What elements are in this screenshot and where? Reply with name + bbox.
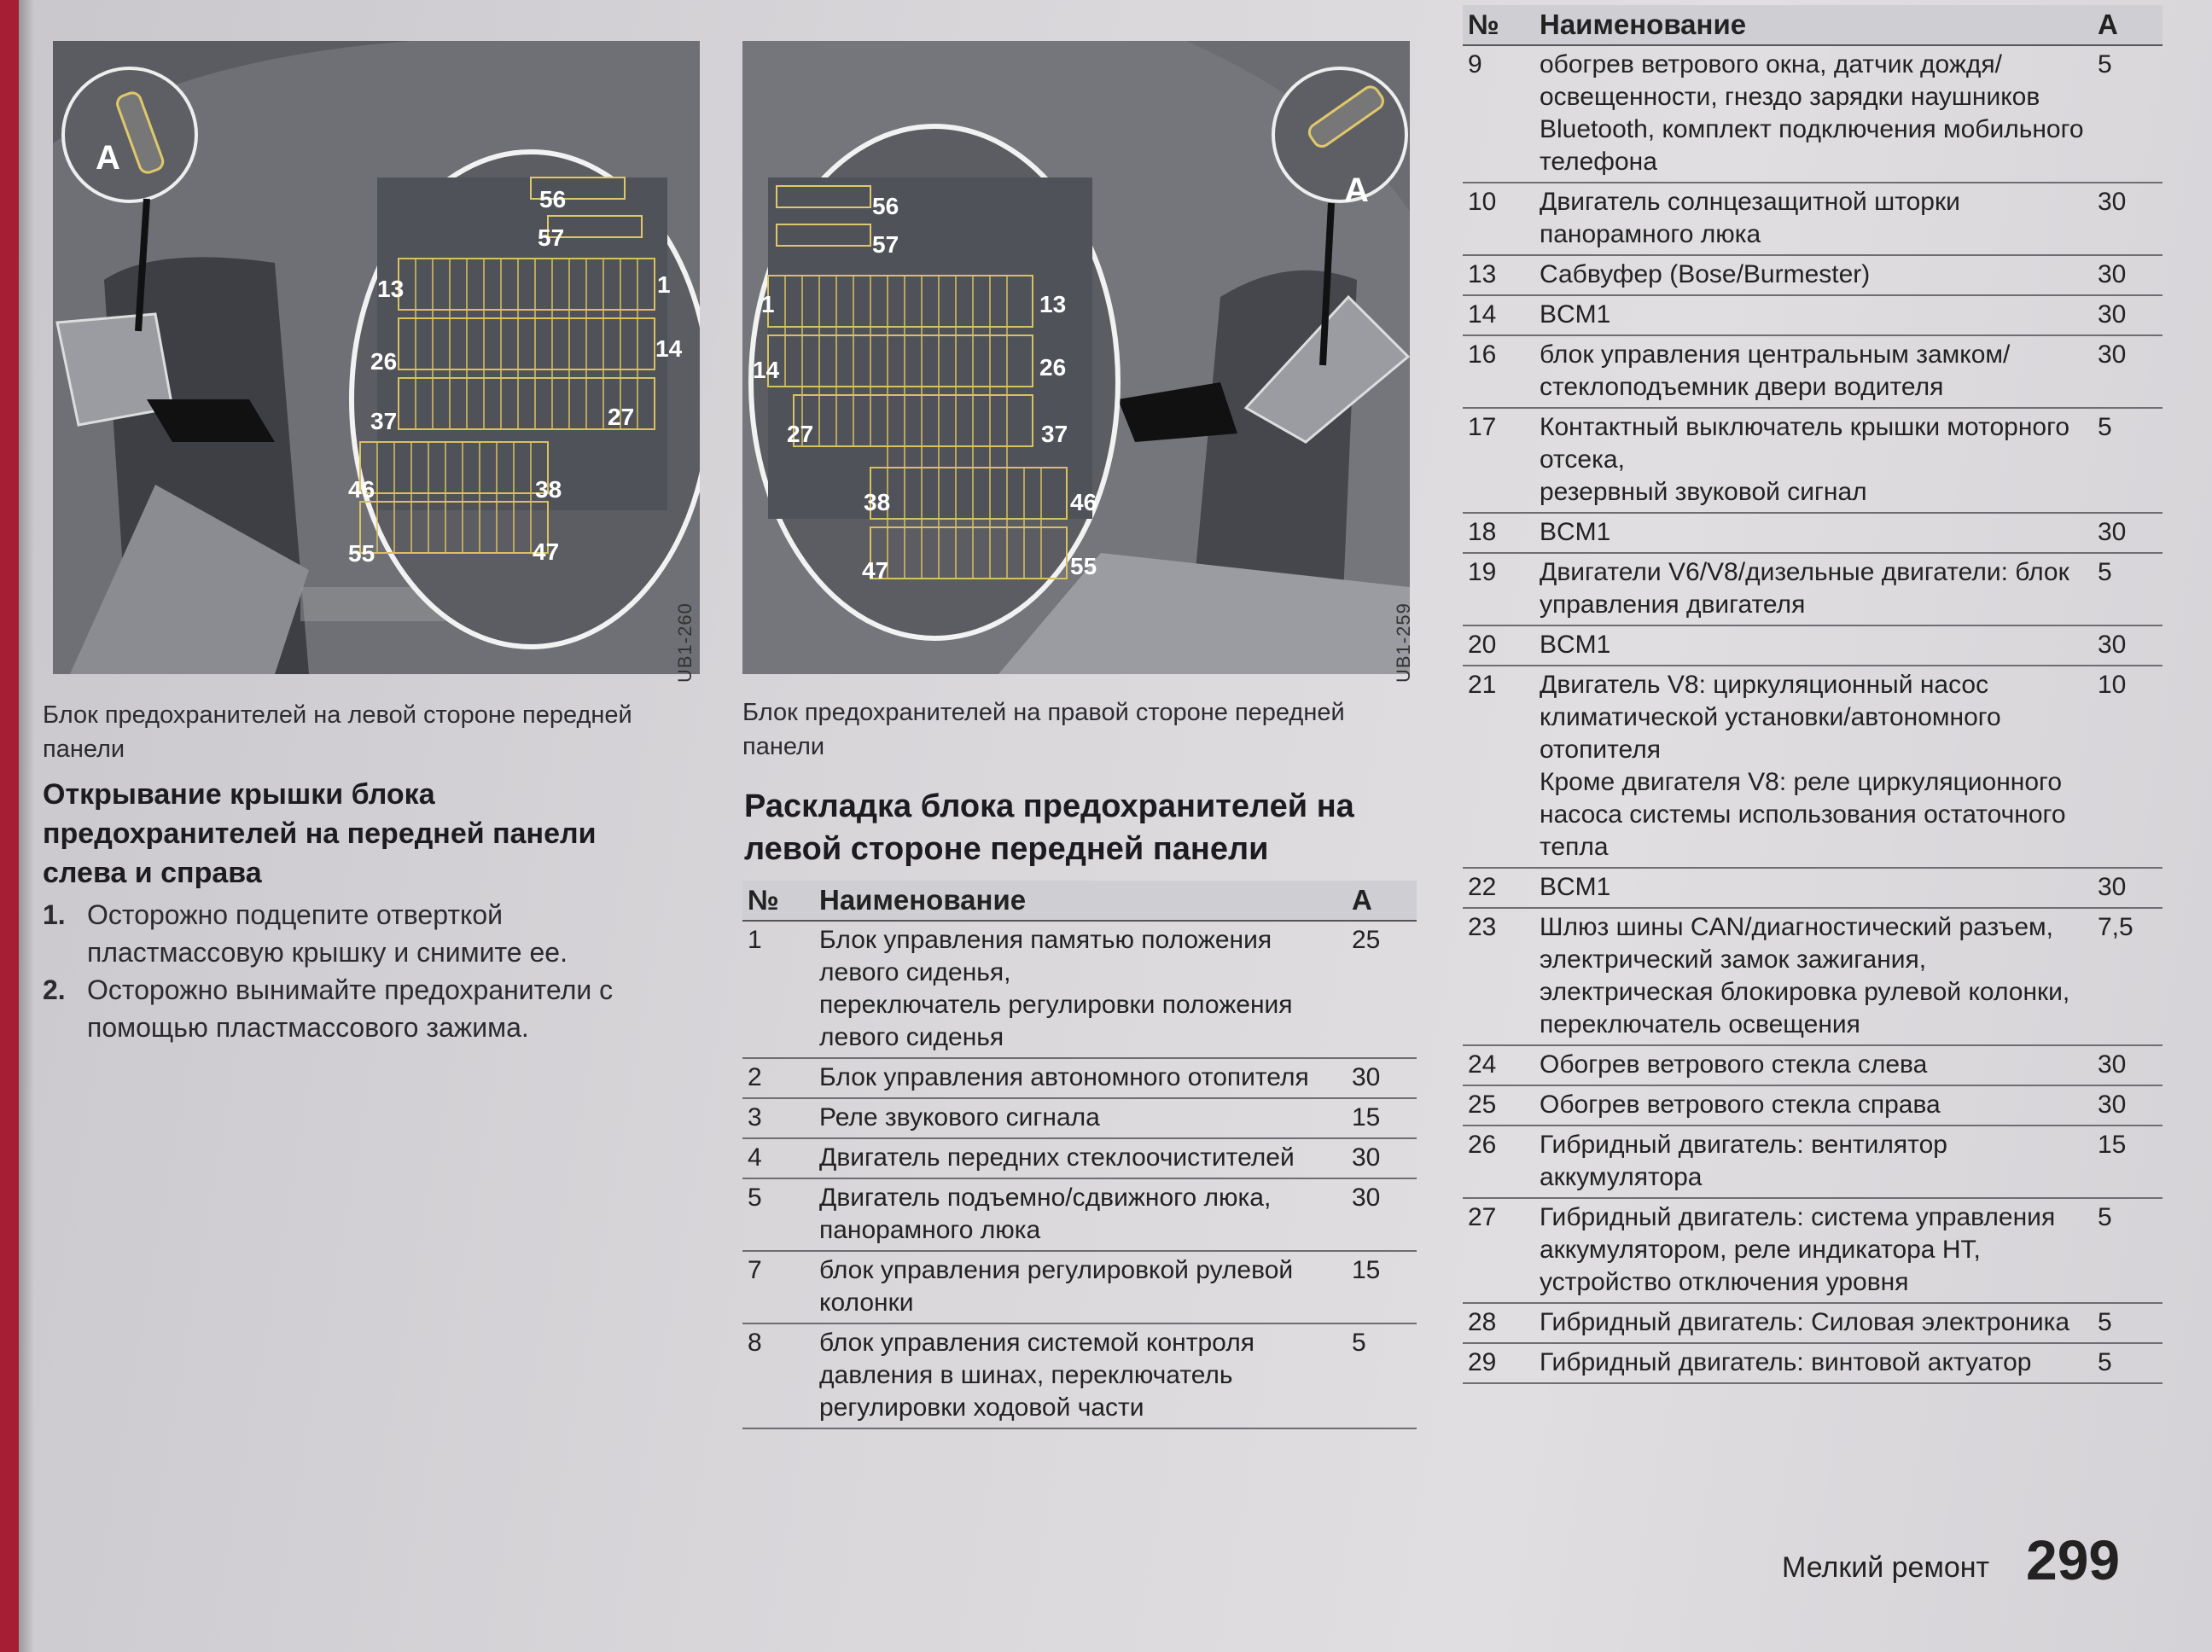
figure-left-fuse-box [53, 41, 700, 674]
fuse-name: Гибридный двигатель: система управления аккумулятором, реле индикатора НТ, устройство отключения уровня [1534, 1198, 2093, 1303]
table-row [1463, 1045, 2163, 1085]
fuse-number: 24 [1463, 1045, 1534, 1085]
fuse-name: блок управления регулировкой рулевой колонки [814, 1251, 1347, 1323]
instruction-steps [43, 896, 640, 1046]
table-row [1463, 255, 2163, 295]
table-row [742, 1178, 1417, 1251]
fuse-label: 38 [864, 489, 891, 515]
fuse-table-right [1463, 5, 2163, 1384]
fuse-number: 10 [1463, 183, 1534, 255]
fuse-name: обогрев ветрового окна, датчик дождя/ освещенности, гнездо зарядки наушников Bluetooth, комплект подключения мобильного телефона [1534, 45, 2093, 183]
fuse-amperage: 30 [1347, 1138, 1417, 1178]
table-row [742, 1058, 1417, 1098]
fuse-amperage: 5 [2093, 1343, 2163, 1383]
fuse-number: 25 [1463, 1085, 1534, 1126]
table-row [1463, 625, 2163, 666]
fuse-label: 37 [370, 408, 398, 434]
fuse-number: 19 [1463, 553, 1534, 625]
fuse-label: 26 [370, 348, 398, 375]
fuse-number: 20 [1463, 625, 1534, 666]
fuse-amperage: 30 [2093, 868, 2163, 908]
fuse-name: BCM1 [1534, 295, 2093, 335]
fuse-amperage: 15 [2093, 1126, 2163, 1198]
fuse-name: Сабвуфер (Bose/Burmester) [1534, 255, 2093, 295]
fuse-number: 13 [1463, 255, 1534, 295]
table-row [742, 1098, 1417, 1138]
fuse-number: 16 [1463, 335, 1534, 408]
step-text: Осторожно подцепите отверткой пластмассовую крышку и снимите ее. [87, 899, 568, 968]
fuse-name: блок управления центральным замком/ стеклоподъемник двери водителя [1534, 335, 2093, 408]
fuse-name: Двигатель подъемно/сдвижного люка, панорамного люка [814, 1178, 1347, 1251]
fuse-label: 37 [1041, 421, 1068, 447]
column-header-amp: A [1347, 881, 1417, 921]
fuse-label: 57 [538, 224, 565, 251]
column-header-num: № [742, 881, 814, 921]
column-header-num: № [1463, 5, 1534, 45]
step-item [43, 971, 640, 1046]
fuse-label: 14 [655, 335, 683, 362]
fuse-number: 26 [1463, 1126, 1534, 1198]
table-row [1463, 666, 2163, 868]
fuse-label: 56 [872, 193, 899, 219]
fuse-amperage: 15 [1347, 1098, 1417, 1138]
table-header-row [742, 881, 1417, 921]
fuse-name: Обогрев ветрового стекла слева [1534, 1045, 2093, 1085]
table-row [1463, 868, 2163, 908]
fuse-label: 47 [533, 538, 560, 565]
fuse-number: 28 [1463, 1303, 1534, 1343]
figure-code-right: UB1-259 [1393, 602, 1414, 683]
fuse-label: 46 [348, 476, 375, 503]
fuse-name: блок управления системой контроля давления в шинах, переключатель регулировки ходовой части [814, 1323, 1347, 1428]
step-number: 2. [43, 974, 66, 1005]
fuse-name: Гибридный двигатель: Силовая электроника [1534, 1303, 2093, 1343]
table-row [742, 1251, 1417, 1323]
table-row [1463, 553, 2163, 625]
fuse-amperage: 5 [2093, 553, 2163, 625]
fuse-name: Обогрев ветрового стекла справа [1534, 1085, 2093, 1126]
fuse-number: 22 [1463, 868, 1534, 908]
fuse-name: Гибридный двигатель: винтовой актуатор [1534, 1343, 2093, 1383]
red-page-edge [0, 0, 19, 1652]
fuse-number: 5 [742, 1178, 814, 1251]
fuse-label: 14 [753, 357, 780, 383]
fuse-number: 18 [1463, 513, 1534, 553]
column-header-name: Наименование [1534, 5, 2093, 45]
fuse-amperage: 30 [1347, 1178, 1417, 1251]
step-text: Осторожно вынимайте предохранители с помощью пластмассового зажима. [87, 974, 614, 1043]
fuse-label: 27 [787, 421, 814, 447]
table-row [1463, 1303, 2163, 1343]
fuse-number: 7 [742, 1251, 814, 1323]
figure-caption-left: Блок предохранителей на левой стороне передней панели [43, 701, 632, 763]
fuse-name: Двигатель передних стеклоочистителей [814, 1138, 1347, 1178]
table-row [1463, 1198, 2163, 1303]
fuse-name: BCM1 [1534, 625, 2093, 666]
fuse-number: 4 [742, 1138, 814, 1178]
fuse-amperage: 30 [2093, 183, 2163, 255]
table-row [1463, 295, 2163, 335]
callout-a-right: A [1344, 172, 1369, 209]
fuse-name: Шлюз шины CAN/диагностический разъем, электрический замок зажигания, электрическая блокировка рулевой колонки, переключатель освещения [1534, 908, 2093, 1045]
table-row [1463, 513, 2163, 553]
fuse-name: Двигатель V8: циркуляционный насос климатической установки/автономного отопителя Кроме двигателя V8: реле циркуляционного насоса системы использования остаточного тепла [1534, 666, 2093, 868]
fuse-number: 1 [742, 921, 814, 1058]
figure-right-fuse-box [742, 41, 1410, 674]
fuse-amperage: 5 [2093, 45, 2163, 183]
fuse-number: 27 [1463, 1198, 1534, 1303]
fuse-label: 46 [1070, 489, 1097, 515]
fuse-amperage: 30 [2093, 1045, 2163, 1085]
fuse-label: 1 [657, 271, 671, 298]
table-row [742, 921, 1417, 1058]
fuse-label: 56 [539, 186, 567, 212]
fuse-amperage: 30 [2093, 1085, 2163, 1126]
fuse-label: 55 [1070, 553, 1097, 579]
fuse-name: Блок управления автономного отопителя [814, 1058, 1347, 1098]
fuse-name: BCM1 [1534, 513, 2093, 553]
footer-section-title: Мелкий ремонт [1782, 1551, 1990, 1584]
fuse-number: 23 [1463, 908, 1534, 1045]
table-row [1463, 1343, 2163, 1383]
fuse-amperage: 30 [1347, 1058, 1417, 1098]
fuse-number: 3 [742, 1098, 814, 1138]
table-row [1463, 1126, 2163, 1198]
table-row [1463, 183, 2163, 255]
fuse-amperage: 5 [1347, 1323, 1417, 1428]
fuse-amperage: 30 [2093, 295, 2163, 335]
table-header-row [1463, 5, 2163, 45]
callout-a-left: A [96, 139, 120, 177]
fuse-amperage: 25 [1347, 921, 1417, 1058]
fuse-number: 17 [1463, 408, 1534, 513]
fuse-label: 55 [348, 540, 375, 567]
fuse-amperage: 5 [2093, 408, 2163, 513]
fuse-label: 13 [377, 276, 405, 302]
fuse-name: Реле звукового сигнала [814, 1098, 1347, 1138]
fuse-number: 21 [1463, 666, 1534, 868]
column-header-amp: A [2093, 5, 2163, 45]
figure-caption-right: Блок предохранителей на правой стороне передней панели [742, 699, 1345, 760]
figure-code-left: UB1-260 [674, 602, 696, 683]
fuse-name: Двигатель солнцезащитной шторки панорамного люка [1534, 183, 2093, 255]
fuse-number: 2 [742, 1058, 814, 1098]
fuse-label: 27 [608, 404, 635, 430]
page-number: 299 [2026, 1528, 2121, 1591]
table-row [1463, 45, 2163, 183]
table-row [742, 1323, 1417, 1428]
section-heading-open-cover: Открывание крышки блока предохранителей на передней панели слева и справа [43, 778, 597, 889]
fuse-number: 29 [1463, 1343, 1534, 1383]
table-row [1463, 335, 2163, 408]
fuse-name: Двигатели V6/V8/дизельные двигатели: блок управления двигателя [1534, 553, 2093, 625]
fuse-name: Гибридный двигатель: вентилятор аккумулятора [1534, 1126, 2093, 1198]
table-row [1463, 1085, 2163, 1126]
fuse-label: 26 [1039, 354, 1067, 381]
fuse-amperage: 30 [2093, 335, 2163, 408]
fuse-amperage: 10 [2093, 666, 2163, 868]
page-fold-shadow [19, 0, 34, 1652]
table-row [1463, 908, 2163, 1045]
fuse-label: 13 [1039, 291, 1067, 317]
fuse-label: 1 [761, 291, 775, 317]
step-number: 1. [43, 899, 66, 930]
fuse-amperage: 15 [1347, 1251, 1417, 1323]
fuse-number: 9 [1463, 45, 1534, 183]
fuse-label: 47 [862, 557, 889, 584]
section-heading-fuse-layout: Раскладка блока предохранителей на левой стороне передней панели [744, 788, 1354, 867]
fuse-label: 38 [535, 476, 562, 503]
column-header-name: Наименование [814, 881, 1347, 921]
fuse-label: 57 [872, 231, 899, 258]
fuse-name: Контактный выключатель крышки моторного отсека, резервный звуковой сигнал [1534, 408, 2093, 513]
fuse-amperage: 30 [2093, 255, 2163, 295]
fuse-table-left [742, 881, 1417, 1429]
fuse-amperage: 5 [2093, 1303, 2163, 1343]
fuse-number: 14 [1463, 295, 1534, 335]
fuse-amperage: 7,5 [2093, 908, 2163, 1045]
fuse-amperage: 30 [2093, 513, 2163, 553]
step-item [43, 896, 640, 971]
table-row [1463, 408, 2163, 513]
fuse-number: 8 [742, 1323, 814, 1428]
fuse-amperage: 30 [2093, 625, 2163, 666]
fuse-name: Блок управления памятью положения левого сиденья, переключатель регулировки положения левого сиденья [814, 921, 1347, 1058]
fuse-name: BCM1 [1534, 868, 2093, 908]
fuse-amperage: 5 [2093, 1198, 2163, 1303]
table-row [742, 1138, 1417, 1178]
